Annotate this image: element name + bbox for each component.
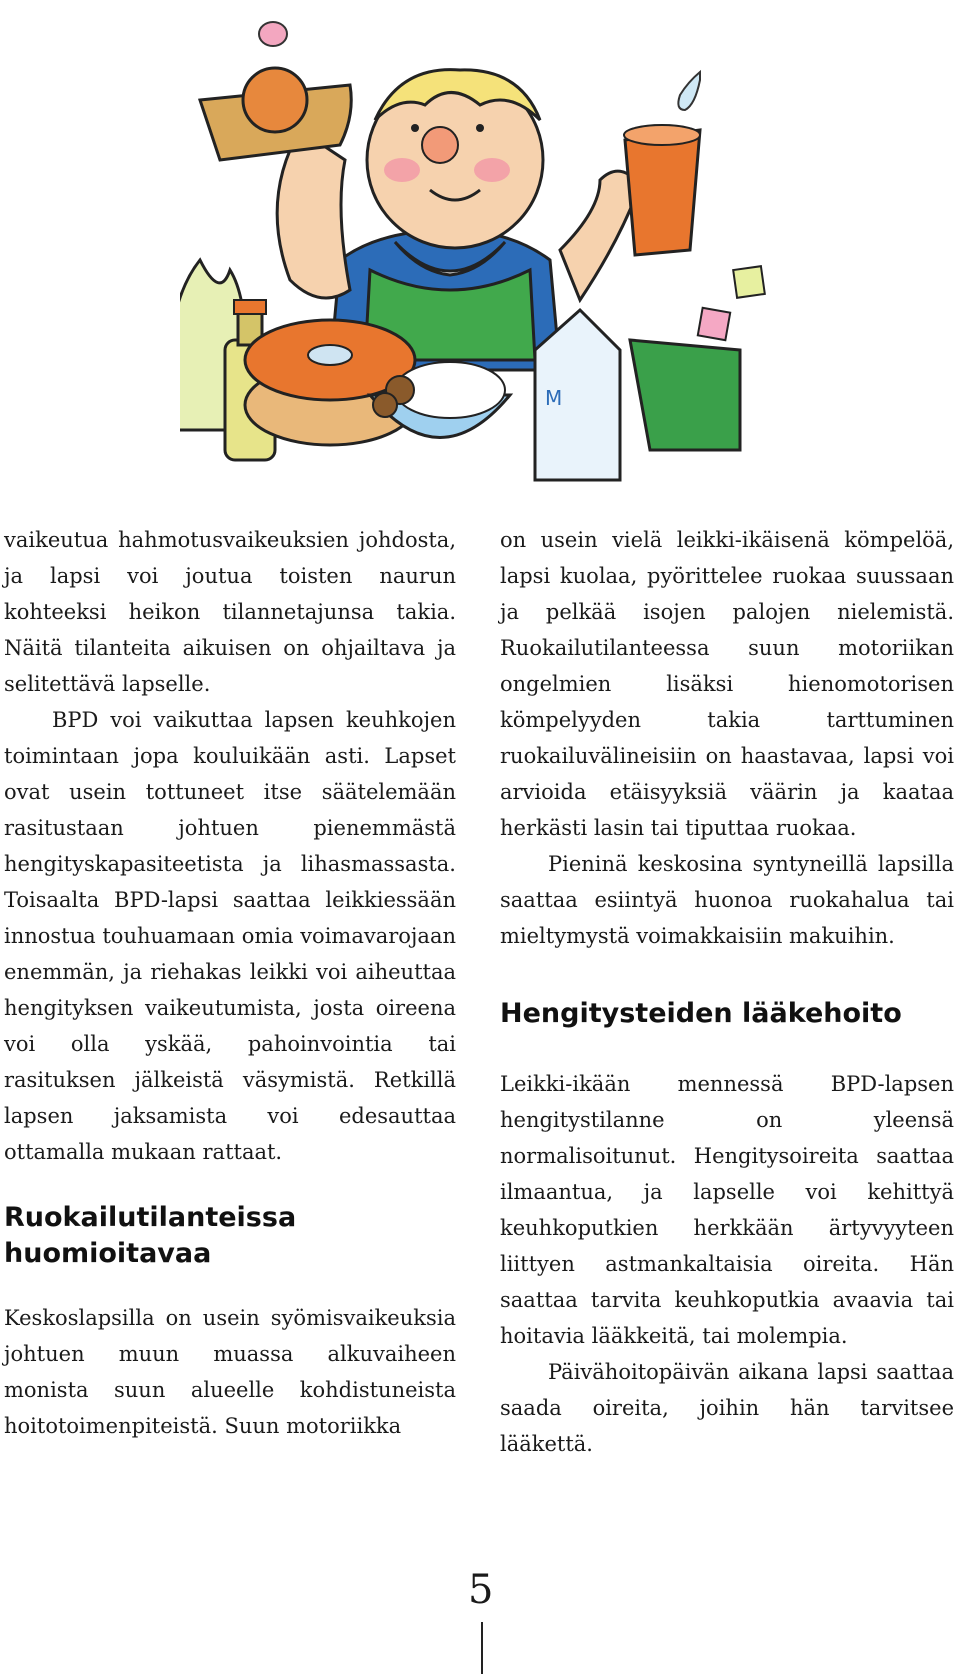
drop-shape <box>678 72 700 110</box>
paragraph: Leikki-ikään mennessä BPD-lapsen hengitystilanne on yleensä normalisoitunut. Hengitysoireita saattaa ilmaantua, ja lapselle voi kehittyä keuhkoputkien herkkään ärtyvyyteen liittyen astmankaltaisia oireita. Hän saattaa tarvita keuhkoputkia avaavia tai hoitavia lääkkeitä, tai molempia. <box>500 1072 954 1348</box>
meatball-shape <box>373 393 397 417</box>
cookie-shape <box>243 68 307 132</box>
right-cheek-shape <box>474 158 510 182</box>
paragraph: BPD voi vaikuttaa lapsen keuhkojen toimintaan jopa kouluikään asti. Lapset ovat usein tottuneet itse säätelemään rasitustaan johtuen pienemmästä hengityskapasiteetista ja lihasmassasta. Toisaalta BPD-lapsi saattaa leikkiessään innostua touhuamaan omia voimavarojaan enemmän, ja riehakas leikki voi aiheuttaa hengityksen vaikeutumista, josta oireena voi olla yskää, pahoinvointia tai rasituksen jälkeistä väsymistä. Retkillä lapsen jaksamista voi edesauttaa ottamalla mukaan rattaat. <box>4 708 456 1164</box>
left-eye-shape <box>411 124 419 132</box>
paragraph: on usein vielä leikki-ikäisenä kömpelöä, lapsi kuolaa, pyörittelee ruokaa suussaan ja pelkää isojen palojen nielemistä. Ruokailutilanteessa suun motoriikan ongelmien lisäksi hienomotorisen kömpelyyden takia tarttuminen ruokailuvälineisiin on haastavaa, lapsi voi arvioida etäisyyksiä väärin ja kaataa herkästi lasin tai tiputtaa ruokaa. <box>500 528 954 840</box>
section-heading: Hengitysteiden lääkehoito <box>500 998 902 1029</box>
bottle-cap-shape <box>234 300 266 314</box>
cake-hole-shape <box>308 345 352 365</box>
paragraph: Keskoslapsilla on usein syömisvaikeuksia johtuen muun muassa alkuvaiheen monista suun alueelle kohdistuneista hoitotoimenpiteistä. Suun motoriikka <box>4 1306 456 1438</box>
paragraph: vaikeutua hahmotusvaikeuksien johdosta, ja lapsi voi joutua toisten naurun kohteeksi heikon tilannetajunsa takia. Näitä tilanteita aikuisen on ohjailtava ja selitettävä lapselle. <box>4 528 456 696</box>
left-column <box>4 522 456 1444</box>
cup-rim-shape <box>624 125 700 145</box>
left-arm-shape <box>277 130 350 298</box>
page-number: 5 <box>468 1567 494 1613</box>
nose-shape <box>422 127 458 163</box>
section-heading: Ruokailutilanteissa huomioitavaa <box>4 1202 297 1269</box>
right-eye-shape <box>476 124 484 132</box>
paragraph: Pieninä keskosina syntyneillä lapsilla saattaa esiintyä huonoa ruokahalua tai mieltymystä voimakkaisiin makuihin. <box>500 852 954 948</box>
cup-shape <box>625 130 700 255</box>
cracker-shape <box>733 266 765 298</box>
box-shape <box>630 340 740 450</box>
cracker-shape <box>698 308 730 340</box>
child-eating-illustration <box>180 10 820 510</box>
carton-logo-shape: M <box>545 386 563 410</box>
page-rule <box>481 1622 483 1674</box>
left-cheek-shape <box>384 158 420 182</box>
crumb-shape <box>259 22 287 46</box>
right-column <box>500 522 954 1462</box>
illustration-svg <box>180 10 820 510</box>
paragraph: Päivähoitopäivän aikana lapsi saattaa saada oireita, joihin hän tarvitsee lääkettä. <box>500 1360 954 1456</box>
